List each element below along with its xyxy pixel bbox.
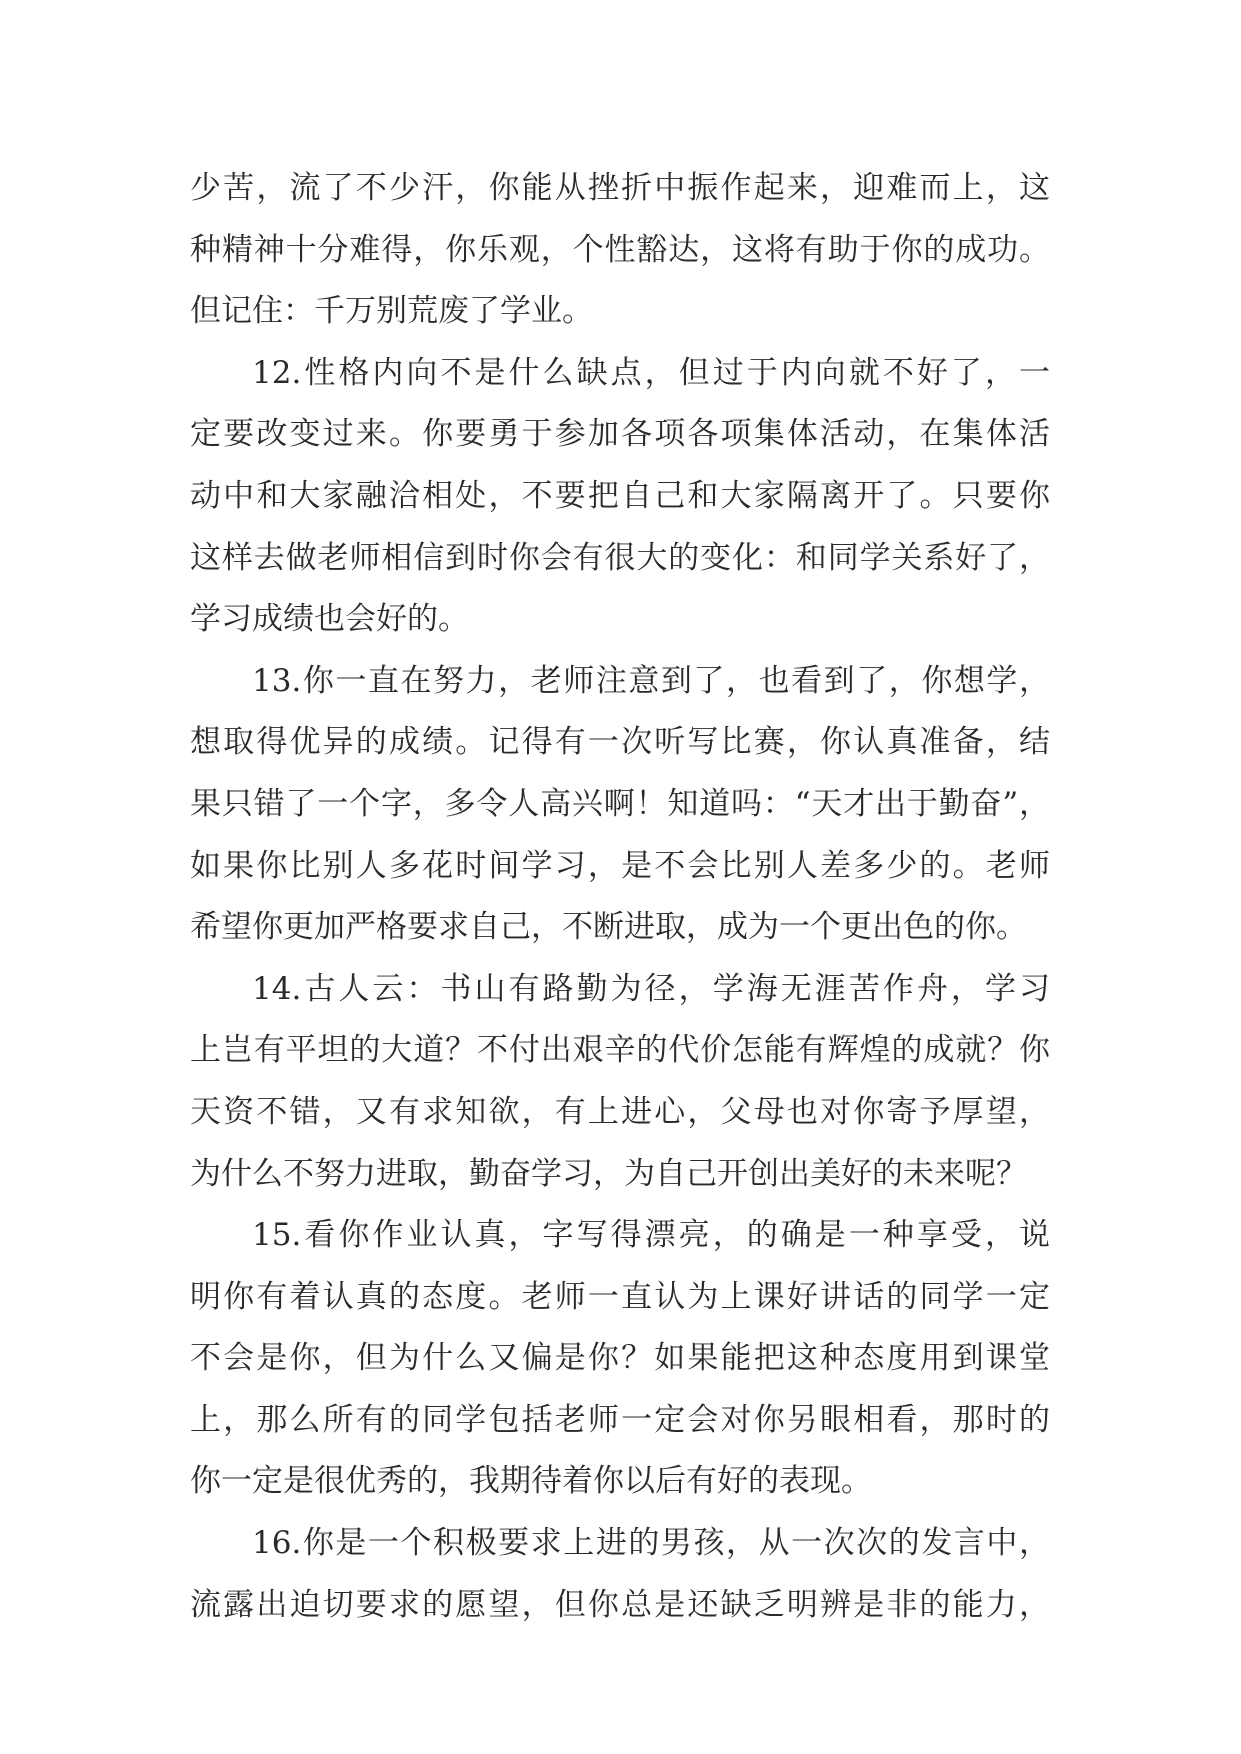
text-line: 15.看你作业认真，字写得漂亮，的确是一种享受，说 bbox=[252, 1217, 1050, 1254]
text-line: 这样去做老师相信到时你会有很大的变化：和同学关系好了， bbox=[190, 539, 1050, 576]
text-line: 你一定是很优秀的，我期待着你以后有好的表现。 bbox=[190, 1463, 872, 1500]
body-text bbox=[190, 158, 1050, 1636]
text-line: 动中和大家融洽相处，不要把自己和大家隔离开了。只要你 bbox=[190, 477, 1050, 514]
text-line: 流露出迫切要求的愿望，但你总是还缺乏明辨是非的能力， bbox=[190, 1586, 1050, 1623]
text-line: 定要改变过来。你要勇于参加各项各项集体活动，在集体活 bbox=[190, 416, 1050, 453]
text-line: 明你有着认真的态度。老师一直认为上课好讲话的同学一定 bbox=[190, 1278, 1050, 1315]
text-line: 天资不错，又有求知欲，有上进心，父母也对你寄予厚望， bbox=[190, 1093, 1050, 1130]
text-line: 上，那么所有的同学包括老师一定会对你另眼相看，那时的 bbox=[190, 1401, 1050, 1438]
text-line: 上岂有平坦的大道？不付出艰辛的代价怎能有辉煌的成就？你 bbox=[190, 1032, 1050, 1069]
text-line: 不会是你，但为什么又偏是你？如果能把这种态度用到课堂 bbox=[190, 1340, 1050, 1377]
text-line: 如果你比别人多花时间学习，是不会比别人差多少的。老师 bbox=[190, 847, 1050, 884]
text-line: 种精神十分难得，你乐观，个性豁达，这将有助于你的成功。 bbox=[190, 231, 1050, 268]
text-line: 少苦，流了不少汗，你能从挫折中振作起来，迎难而上，这 bbox=[190, 170, 1050, 206]
text-line: 学习成绩也会好的。 bbox=[190, 601, 469, 638]
text-line: 但记住：千万别荒废了学业。 bbox=[190, 293, 593, 330]
text-line: 14.古人云：书山有路勤为径，学海无涯苦作舟，学习 bbox=[252, 970, 1050, 1007]
text-line: 果只错了一个字，多令人高兴啊！知道吗：“天才出于勤奋”， bbox=[190, 785, 1050, 822]
text-line: 想取得优异的成绩。记得有一次听写比赛，你认真准备，结 bbox=[190, 724, 1050, 761]
text-line: 12.性格内向不是什么缺点，但过于内向就不好了，一 bbox=[252, 354, 1050, 391]
text-line: 13.你一直在努力，老师注意到了，也看到了，你想学， bbox=[252, 662, 1050, 699]
text-line: 16.你是一个积极要求上进的男孩，从一次次的发言中， bbox=[252, 1525, 1050, 1562]
text-line: 希望你更加严格要求自己，不断进取，成为一个更出色的你。 bbox=[190, 909, 1027, 946]
text-line: 为什么不努力进取，勤奋学习，为自己开创出美好的未来呢？ bbox=[190, 1155, 1027, 1192]
